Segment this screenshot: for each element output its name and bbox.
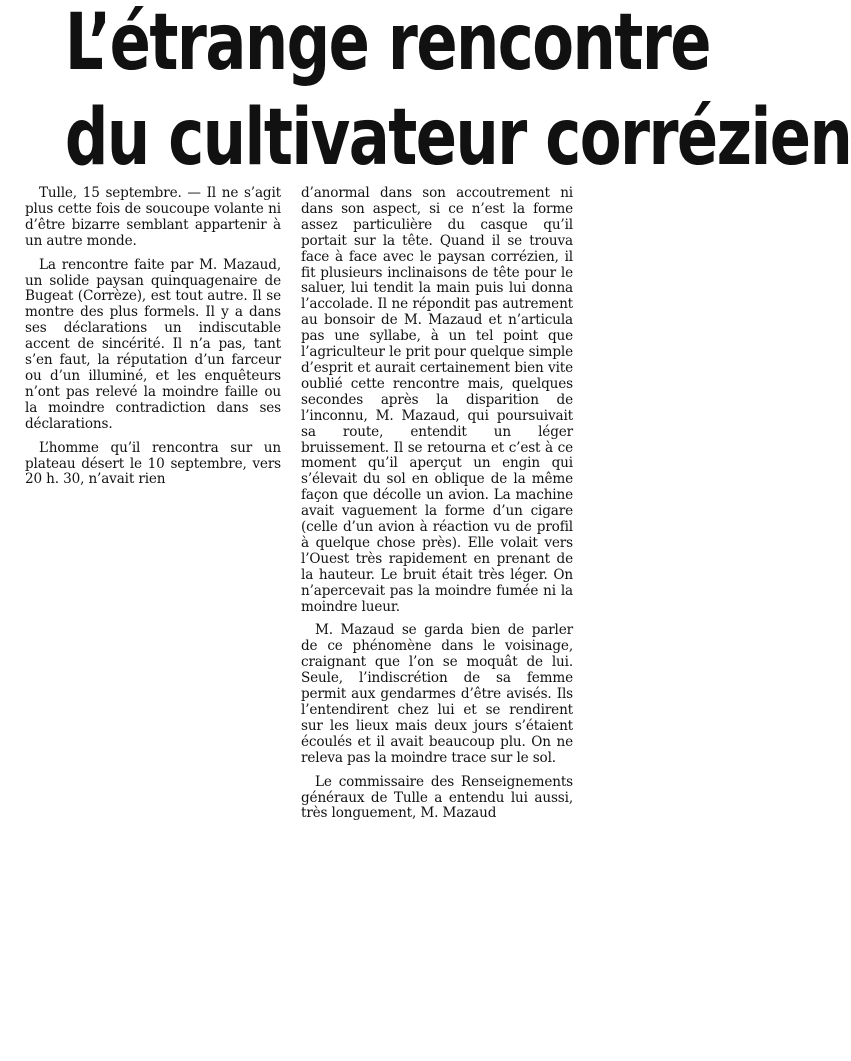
article-column-right [301, 186, 573, 830]
headline-line-1: L’étrange rencontre [64, 0, 710, 88]
article-column-left [25, 186, 281, 496]
paragraph: d’anormal dans son accoutrement ni dans son aspect, si ce n’est la forme assez particulière du casque qu’il portait sur la tête. Quand il se trouva face à face avec le paysan corrézien, il fit plusieurs inclinaisons de tête pour le saluer, lui tendit la main puis lui donna l’accolade. Il ne répondit pas autrement au bonsoir de M. Mazaud et n’articula pas une syllabe, à un tel point que l’agriculteur le prit pour quelque simple d’esprit et aurait certainement bien vite oublié cette rencontre mais, quelques secondes après la disparition de l’inconnu, M. Mazaud, qui poursuivait sa route, entendit un léger bruissement. Il se retourna et c’est à ce moment qu’il aperçut un engin qui s’élevait du sol en oblique de la même façon que décolle un avion. La machine avait vaguement la forme d’un cigare (celle d’un avion à réaction vu de profil à quelque chose près). Elle volait vers l’Ouest très rapidement en prenant de la hauteur. Le bruit était très léger. On n’apercevait pas la moindre fumée ni la moindre lueur. [301, 185, 573, 615]
paragraph: La rencontre faite par M. Mazaud, un solide paysan quinquagenaire de Bugeat (Corrèze), est tout autre. Il se montre des plus formels. Il y a dans ses déclarations un indiscutable accent de sincérité. Il n’a pas, tant s’en faut, la réputation d’un farceur ou d’un illuminé, et les enquêteurs n’ont pas relevé la moindre faille ou la moindre contradiction dans ses déclarations. [25, 256, 281, 432]
paragraph-dateline: Tulle, 15 septembre. — Il ne s’agit plus cette fois de soucoupe volante ni d’être bizarre semblant appartenir à un autre monde. [25, 185, 281, 249]
paragraph: L’homme qu’il rencontra sur un plateau désert le 10 septembre, vers 20 h. 30, n’avait rien [25, 439, 281, 488]
paragraph: M. Mazaud se garda bien de parler de ce phénomène dans le voisinage, craignant que l’on se moquât de lui. Seule, l’indiscrétion de sa femme permit aux gendarmes d’être avisés. Ils l’entendirent chez lui et se rendirent sur les lieux mais deux jours s’étaient écoulés et il avait beaucoup plu. On ne releva pas la moindre trace sur le sol. [301, 622, 573, 766]
paragraph: Le commissaire des Renseignements généraux de Tulle a entendu lui aussi, très longuement, M. Mazaud [301, 773, 573, 822]
headline-line-2: du cultivateur corrézien [64, 93, 851, 183]
